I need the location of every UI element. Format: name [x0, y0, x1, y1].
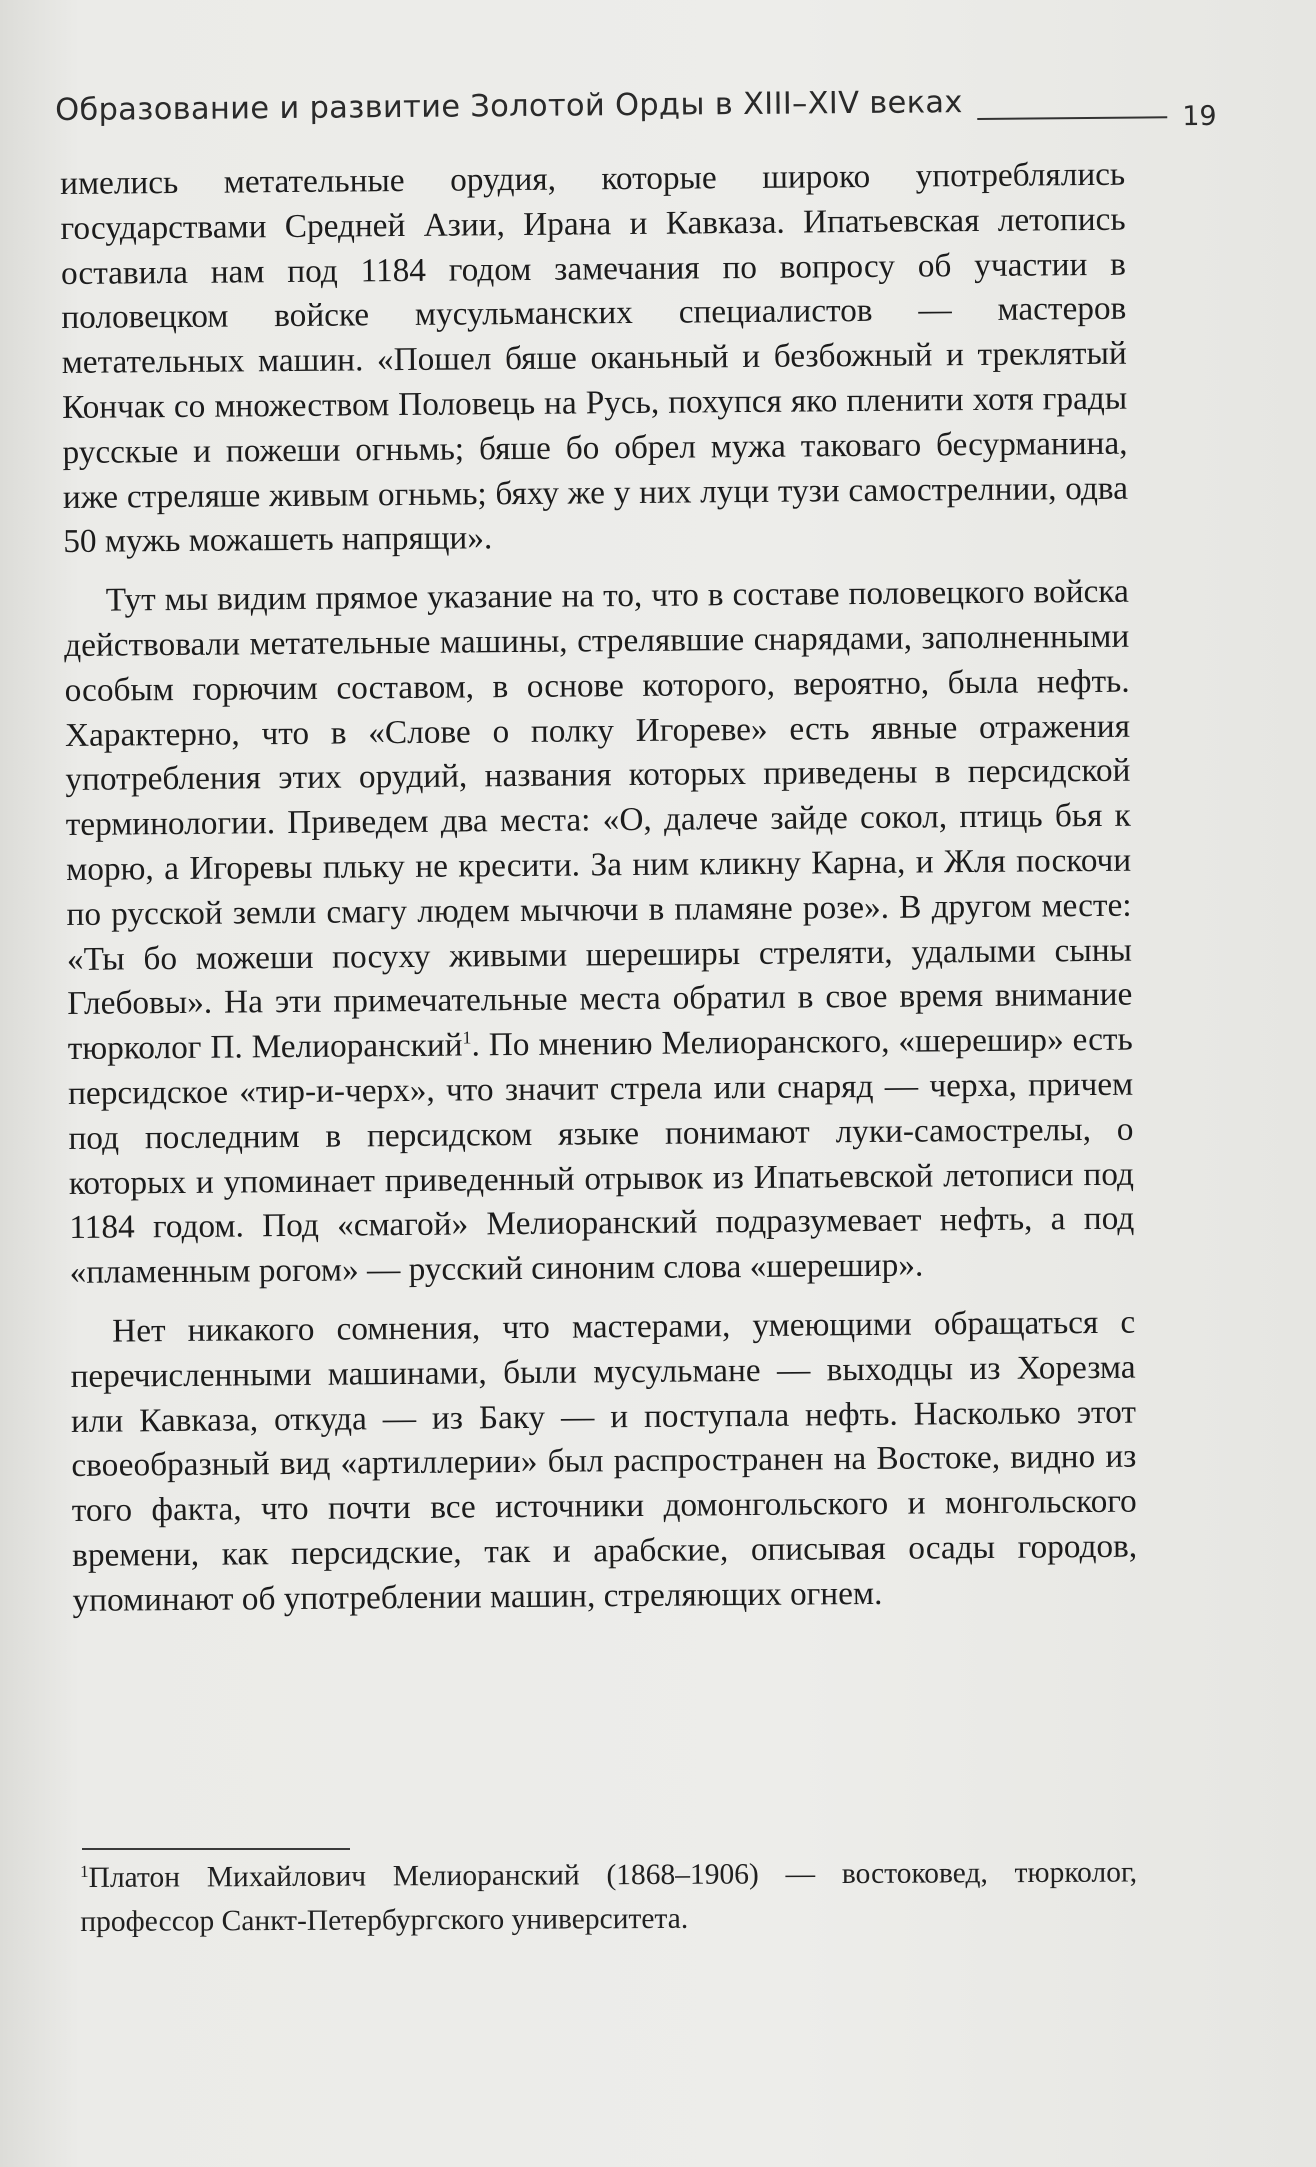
footnote-text: Платон Михайлович Мелиоранский (1868–1906) — востоковед, тюрколог, профессор Санкт-Петербургского университета.: [80, 1856, 1138, 1938]
paragraph-2-text-b: . По мнению Мелиоранского, «шерешир» есть персидское «тир-и-черх», что значит стрела или снаряд — черха, причем под последним в персидском языке понимают луки-самострелы, о которых и упоминает приведенный отрывок из Ипатьевской летописи под 1184 годом. Под «смагой» Мелиоранский подразумевает нефть, а под «пламенным рогом» — русский синоним слова «шерешир».: [67, 1020, 1135, 1292]
footnote-separator: [82, 1848, 350, 1850]
paragraph-1: имелись метательные орудия, которые широко употреблялись государствами Средней Азии, Ирана и Кавказа. Ипатьевская летопись оставила нам под 1184 годом замечания по вопросу об участии в половецком войске мусульманских специалистов — мастеров метательных машин. «Пошел бяше оканьный и безбожный и треклятый Кончак со множеством Половець на Русь, похупся яко пленити хотя грады русскые и пожеши огньмь; бяше бо обрел мужа таковаго бесурманина, иже стреляше живым огньмь; бяху же у них луци тузи самострелнии, одва 50 мужь можашеть напрящи».: [60, 155, 1129, 561]
page-number: 19: [1182, 100, 1217, 133]
running-head: [55, 83, 1217, 143]
running-title: Образование и развитие Золотой Орды в XIII–XIV веках: [55, 85, 963, 128]
footnote-marker: 1: [80, 1861, 89, 1881]
header-rule: [977, 116, 1167, 120]
paragraph-2-text-a: Тут мы видим прямое указание на то, что в составе половецкого войска действовали метательные машины, стрелявшие снарядами, заполненными особым горючим составом, в основе которого, вероятно, была нефть. Характерно, что в «Слове о полку Игореве» есть явные отражения употребления этих орудий, названия которых приведены в персидской терминологии. Приведем два места: «О, далече зайде сокол, птиць бья к морю, а Игоревы пльку не кресити. За ним кликну Карна, и Жля поскочи по русской земли смагу людем мычючи в пламяне розе». В другом месте: «Ты бо можеши посуху живыми шереширы стреляти, удалыми сыны Глебовы». На эти примечательные места обратил в свое время внимание тюрколог П. Мелиоранский: [64, 572, 1133, 1068]
paragraph-2: [64, 570, 1135, 1296]
main-text: [60, 153, 1138, 1638]
footnote: [80, 1850, 1137, 1944]
footnote-reference[interactable]: 1: [462, 1027, 472, 1048]
paragraph-3: Нет никакого сомнения, что мастерами, умеющими обращаться с перечисленными машинами, были мусульмане — выходцы из Хорезма или Кавказа, откуда — из Баку — и поступала нефть. Насколько этот своеобразный вид «артиллерии» был распространен на Востоке, видно из того факта, что почти все источники домонгольского и монгольского времени, как персидские, так и арабские, описывая осады городов, упоминают об употреблении машин, стреляющих огнем.: [70, 1303, 1138, 1619]
